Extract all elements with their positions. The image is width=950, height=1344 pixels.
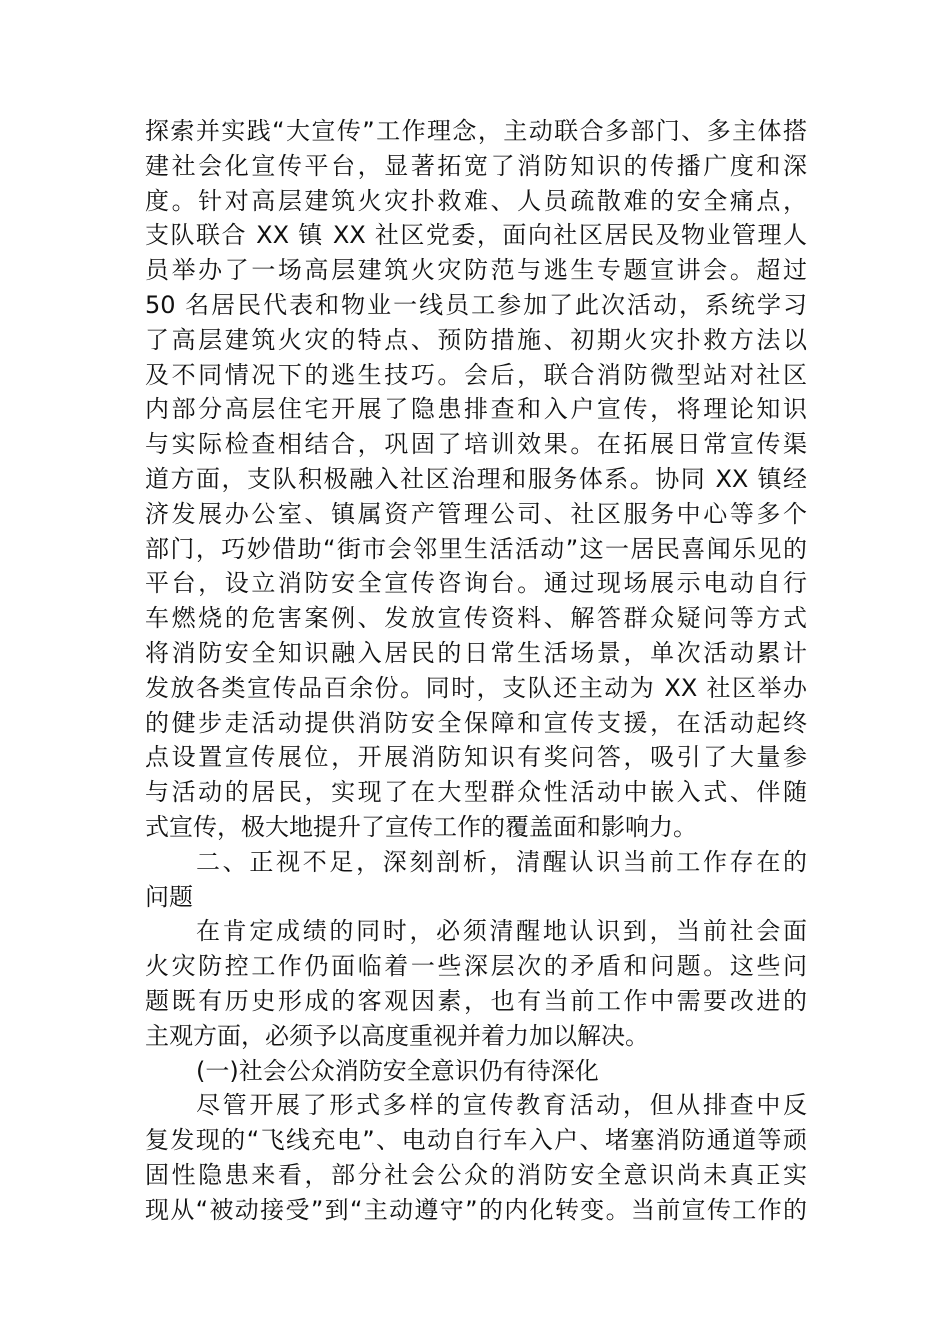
text-line: 式宣传，极大地提升了宣传工作的覆盖面和影响力。 bbox=[145, 812, 697, 841]
text-line: 在肯定成绩的同时，必须清醒地认识到，当前社会面 bbox=[196, 917, 807, 946]
subsection-heading bbox=[145, 1054, 807, 1089]
text-line: 与活动的居民，实现了在大型群众性活动中嵌入式、伴随 bbox=[145, 778, 807, 807]
text-line: 平台，设立消防安全宣传咨询台。通过现场展示电动自行 bbox=[145, 569, 807, 598]
document-body bbox=[145, 114, 807, 1228]
text-line: 建社会化宣传平台，显著拓宽了消防知识的传播广度和深 bbox=[145, 151, 807, 180]
text-line: 了高层建筑火灾的特点、预防措施、初期火灾扑救方法以 bbox=[145, 325, 807, 354]
text-line: 50 名居民代表和物业一线员工参加了此次活动，系统学习 bbox=[145, 290, 807, 319]
paragraph-awareness bbox=[145, 1088, 807, 1227]
section-heading bbox=[145, 845, 807, 915]
text-line: 及不同情况下的逃生技巧。会后，联合消防微型站对社区 bbox=[145, 360, 807, 389]
text-line: 的健步走活动提供消防安全保障和宣传支援，在活动起终 bbox=[145, 708, 807, 737]
text-line: 部门，巧妙借助“街市会邻里生活活动”这一居民喜闻乐见的 bbox=[145, 534, 807, 563]
text-line: 支队联合 XX 镇 XX 社区党委，面向社区居民及物业管理人 bbox=[145, 221, 807, 250]
text-line: 复发现的“飞线充电”、电动自行车入户、堵塞消防通道等顽 bbox=[145, 1126, 807, 1155]
text-line: 与实际检查相结合，巩固了培训效果。在拓展日常宣传渠 bbox=[145, 430, 807, 459]
paragraph-problems-intro bbox=[145, 914, 807, 1053]
subheading-line: (一)社会公众消防安全意识仍有待深化 bbox=[196, 1056, 599, 1085]
text-line: 主观方面，必须予以高度重视并着力加以解决。 bbox=[145, 1021, 649, 1050]
text-line: 发放各类宣传品百余份。同时，支队还主动为 XX 社区举办 bbox=[145, 673, 807, 702]
text-line: 现从“被动接受”到“主动遵守”的内化转变。当前宣传工作的 bbox=[145, 1195, 807, 1224]
text-line: 火灾防控工作仍面临着一些深层次的矛盾和问题。这些问 bbox=[145, 952, 807, 981]
text-line: 探索并实践“大宣传”工作理念，主动联合多部门、多主体搭 bbox=[145, 117, 807, 145]
text-line: 题既有历史形成的客观因素，也有当前工作中需要改进的 bbox=[145, 986, 807, 1015]
text-line: 尽管开展了形式多样的宣传教育活动，但从排查中反 bbox=[196, 1091, 807, 1120]
text-line: 将消防安全知识融入居民的日常生活场景，单次活动累计 bbox=[145, 638, 807, 667]
text-line: 员举办了一场高层建筑火灾防范与逃生专题宣讲会。超过 bbox=[145, 256, 807, 285]
text-line: 内部分高层住宅开展了隐患排查和入户宣传，将理论知识 bbox=[145, 395, 807, 424]
heading-line: 问题 bbox=[145, 882, 193, 911]
text-line: 点设置宣传展位，开展消防知识有奖问答，吸引了大量参 bbox=[145, 743, 807, 772]
text-line: 车燃烧的危害案例、发放宣传资料、解答群众疑问等方式 bbox=[145, 604, 807, 633]
heading-line: 二、正视不足，深刻剖析，清醒认识当前工作存在的 bbox=[196, 847, 807, 876]
text-line: 度。针对高层建筑火灾扑救难、人员疏散难的安全痛点， bbox=[145, 186, 807, 215]
paragraph-outreach-summary bbox=[145, 114, 807, 845]
text-line: 固性隐患来看，部分社会公众的消防安全意识尚未真正实 bbox=[145, 1160, 807, 1189]
text-line: 道方面，支队积极融入社区治理和服务体系。协同 XX 镇经 bbox=[145, 464, 807, 493]
text-line: 济发展办公室、镇属资产管理公司、社区服务中心等多个 bbox=[145, 499, 807, 528]
